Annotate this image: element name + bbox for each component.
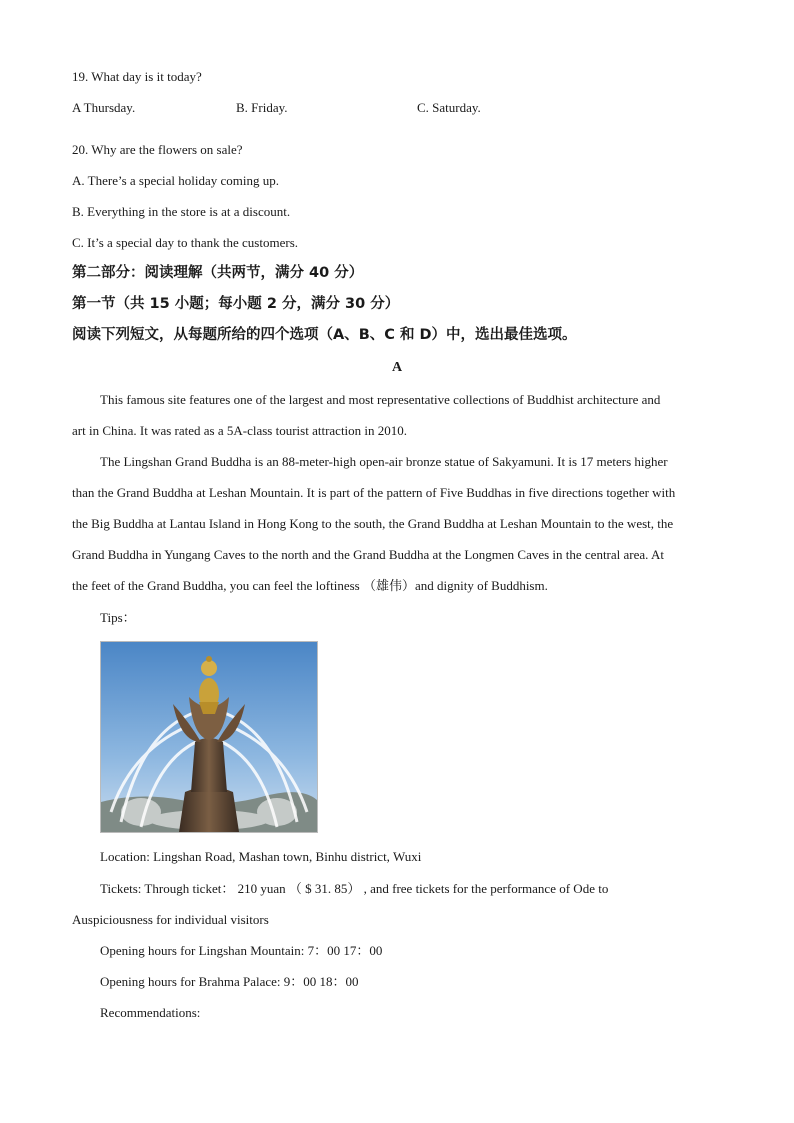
tips-location: Location: Lingshan Road, Mashan town, Binhu district, Wuxi <box>100 849 422 864</box>
passage-line: art in China. It was rated as a 5A-class tourist attraction in 2010. <box>72 423 408 438</box>
tips-hours-mountain: Opening hours for Lingshan Mountain: 7：00 17：00 <box>100 943 383 958</box>
tips-label: Tips： <box>100 610 136 625</box>
q20-question: 20. Why are the flowers on sale? <box>72 142 243 157</box>
section-part-title: 第二部分：阅读理解（共两节，满分 40 分） <box>72 265 364 281</box>
passage-line: This famous site features one of the largest and most representative collections of Buddhist architecture and <box>100 392 661 407</box>
passage-line: the feet of the Grand Buddha, you can feel the loftiness （雄伟）and dignity of Buddhism. <box>72 578 548 593</box>
q20-option-a: A. There’s a special holiday coming up. <box>72 173 279 188</box>
q20-option-c: C. It’s a special day to thank the customers. <box>72 235 299 250</box>
tips-tickets: Tickets: Through ticket： 210 yuan （ $ 31. 85） , and free tickets for the performance of Ode to <box>100 881 609 896</box>
tips-hours-palace: Opening hours for Brahma Palace: 9：00 18：00 <box>100 974 359 989</box>
passage-line: Grand Buddha in Yungang Caves to the north and the Grand Buddha at the Longmen Caves in the central area. At <box>72 547 664 562</box>
section-sub-title: 第一节（共 15 小题；每小题 2 分，满分 30 分） <box>72 296 400 312</box>
q20-option-b: B. Everything in the store is at a discount. <box>72 204 291 219</box>
q19-option-c: C. Saturday. <box>417 100 481 115</box>
q19-option-b: B. Friday. <box>236 100 288 115</box>
q19-option-a: A Thursday. <box>72 100 136 115</box>
section-instruction: 阅读下列短文，从每题所给的四个选项（A、B、C 和 D）中，选出最佳选项。 <box>72 327 577 343</box>
passage-line: the Big Buddha at Lantau Island in Hong Kong to the south, the Grand Buddha at Leshan Mountain to the west, the <box>72 516 674 531</box>
buddha-fountain-photo <box>100 641 318 833</box>
q19-question: 19. What day is it today? <box>72 69 202 84</box>
tips-recommendations: Recommendations: <box>100 1005 201 1020</box>
tips-tickets-cont: Auspiciousness for individual visitors <box>72 912 269 927</box>
passage-line: than the Grand Buddha at Leshan Mountain. It is part of the pattern of Five Buddhas in five directions together with <box>72 485 676 500</box>
passage-label: A <box>391 360 403 375</box>
passage-line: The Lingshan Grand Buddha is an 88-meter-high open-air bronze statue of Sakyamuni. It is 17 meters higher <box>100 454 668 469</box>
